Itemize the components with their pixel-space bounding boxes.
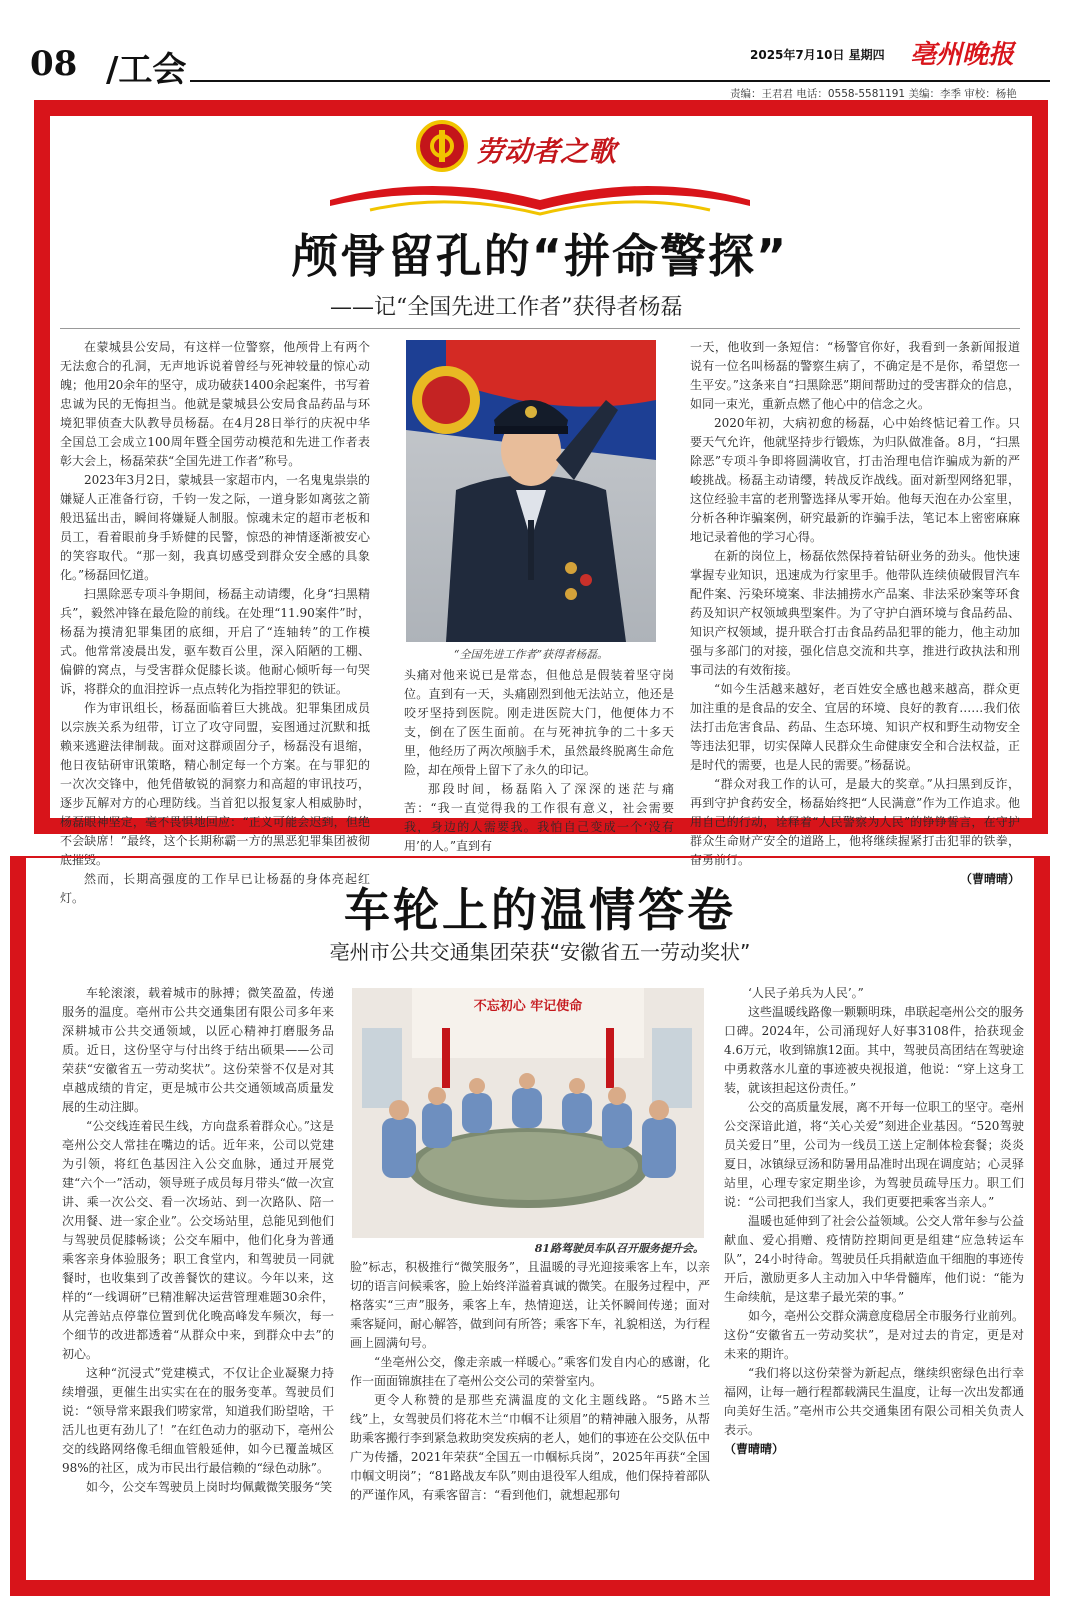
editor-credits: 责编：王君君 电话：0558-5581191 美编：李季 审校：杨艳 [730, 88, 1017, 100]
masthead [30, 34, 1050, 100]
article1-title: 颅骨留孔的“拼命警探” [291, 229, 789, 283]
paragraph: 温暖也延伸到了社会公益领域。公交人常年参与公益献血、爱心捐赠、疫情防控期间更是组建“应急转运车队”，24小时待命。驾驶员任兵捐献造血干细胞的事迹传开后，激励更多人主动加入中华骨髓库，他们说：“能为生命续航，是这辈子最光荣的事。” [724, 1214, 1025, 1304]
paragraph: 更令人称赞的是那些充满温度的文化主题线路。“5路木兰线”上，女驾驶员们将花木兰“巾帼不让须眉”的精神融入服务，从帮助乘客搬行李到紧急救助突发疾病的老人，她们的事迹在公交队伍中广为传播，2021年荣获“全国五一巾帼标兵岗”，2025年再获“全国巾帼文明岗”；“81路战友车队”则由退役军人组成，他们保持着部队的严谨作风，有乘客留言：“看到他们，就想起那句 [350, 1393, 711, 1502]
photo-caption: “全国先进工作者”获得者杨磊。 [453, 648, 609, 661]
paragraph: “我们将以这份荣誉为新起点，继续织密绿色出行幸福网，让每一趟行程都载满民生温度，让每一次出发都通向美好生活。”亳州市公共交通集团有限公司相关负责人表示。 [724, 1366, 1025, 1437]
paper-name: 亳州晚报 [910, 40, 1015, 70]
byline: （曹晴晴） [724, 1442, 785, 1456]
paragraph: 作为审讯组长，杨磊面临着巨大挑战。犯罪集团成员以宗族关系为纽带，订立了攻守同盟，妄图通过沉默和抵赖来逃避法律制裁。面对这群顽固分子，杨磊没有退缩，他日夜钻研审讯策略，精心制定每一个方案。在与罪犯的一次次交锋中，他凭借敏锐的洞察力和高超的审讯技巧，逐步瓦解对方的心理防线。当首犯以报复家人相威胁时，杨磊眼神坚定，毫不畏惧地回应：“正义可能会迟到，但绝不会缺席！”最终，这个长期称霸一方的黑恶犯罪集团被彻底摧毁。 [60, 701, 370, 867]
paragraph: “群众对我工作的认可，是最大的奖章。”从扫黑到反诈，再到守护食药安全，杨磊始终把“人民满意”作为工作追求。他用自己的行动，诠释着“人民警察为人民”的铮铮誓言，在守护群众生命财产安全的道路上，他将继续握紧打击犯罪的铁拳，奋勇前行。 [690, 777, 1020, 867]
bus-team-meeting-photo [352, 988, 704, 1238]
article2-title: 车轮上的温情答卷 [344, 883, 736, 937]
article2-column-2 [350, 1258, 710, 1578]
issue-date: 2025年7月10日 星期四 [750, 48, 885, 62]
paragraph: 这些温暖线路像一颗颗明珠，串联起亳州公交的服务口碑。2024年，公司涌现好人好事3108件，拾获现金4.6万元，收到锦旗12面。其中，驾驶员高团结在驾驶途中勇救落水儿童的事迹被央视报道，他说：“穿上这身工装，就该担起这份责任。” [724, 1005, 1025, 1095]
article1-column-1 [60, 338, 370, 905]
paragraph: 在新的岗位上，杨磊依然保持着钻研业务的劲头。他快速掌握专业知识，迅速成为行家里手。他带队连续侦破假冒汽车配件案、污染环境案、非法捕捞水产品案、非法采砂案等环食药及知识产权领域典型案件。为了守护白酒环境与食品药品、知识产权领域，提升联合打击食品药品犯罪的能力，他主动加强与多部门的对接，强化信息交流和共享，推进行政执法和刑事司法的有效衔接。 [690, 549, 1020, 677]
union-emblem-icon [416, 120, 468, 172]
paragraph: 如今，亳州公交群众满意度稳居全市服务行业前列。这份“安徽省五一劳动奖状”，是对过去的肯定，更是对未来的期许。 [724, 1309, 1025, 1361]
byline: （曹晴晴） [959, 872, 1020, 886]
paragraph: 如今，公交车驾驶员上岗时均佩戴微笑服务“笑 [86, 1480, 333, 1494]
paragraph: 公交的高质量发展，离不开每一位职工的坚守。亳州公交深谙此道，将“关心关爱”刻进企业基因。“520驾驶员关爱日”里，公司为一线员工送上定制体检套餐；炎炎夏日，冰镇绿豆汤和防暑用品准时出现在调度站；心灵驿站里，心理专家定期坐诊，为驾驶员疏导压力。职工们说：“公司把我们当家人，我们更要把乘客当亲人。” [724, 1100, 1025, 1209]
section-name: /工会 [106, 50, 187, 90]
paragraph: 扫黑除恶专项斗争期间，杨磊主动请缨，化身“扫黑精兵”，毅然冲锋在最危险的前线。在处理“11.90案件”时，杨磊为摸清犯罪集团的底细，开启了“连轴转”的工作模式。他常常凌晨出发，驱车数百公里，深入陌陋的工棚、偏僻的窝点，与受害群众促膝长谈。他耐心倾听每一句哭诉，将群众的血泪控诉一点点转化为指控罪犯的铁证。 [60, 587, 370, 696]
article2-column-3 [724, 984, 1024, 1574]
article1-column-3 [690, 338, 1020, 886]
photo-banner-text: 不忘初心 牢记使命 [473, 999, 583, 1014]
paragraph: ‘人民子弟兵为人民’。” [748, 986, 864, 1000]
ribbon-decoration-icon [330, 178, 750, 218]
paragraph: “如今生活越来越好，老百姓安全感也越来越高，群众更加注重的是食品的安全、宜居的环境、良好的教育……我们依法打击危害食品、药品、生态环境、知识产权和野生动物安全等违法犯罪，切实保障人民群众生命健康安全和合法权益，正是时代的需要，也是人民的需要。”杨磊说。 [690, 682, 1020, 772]
banner-title: 劳动者之歌 [476, 135, 617, 168]
paragraph: 2023年3月2日，蒙城县一家超市内，一名鬼鬼祟祟的嫌疑人正准备行窃，千钧一发之际，一道身影如离弦之箭般迅猛出击，瞬间将嫌疑人制服。惊魂未定的超市老板和员工，看着眼前身手矫健的民警，惊恐的神情逐渐被安心的笑容取代。“那一刻，我真切感受到群众安全感的具象化。”杨磊回忆道。 [60, 473, 370, 582]
paragraph: 脸”标志，积极推行“微笑服务”，且温暖的寻光迎接乘客上车，以亲切的语言问候乘客，脸上始终洋溢着真诚的微笑。在服务过程中，严格落实“三声”服务，乘客上车，热情迎送，让关怀瞬间传递；面对乘客疑问，耐心解答，做到问有所答；乘客下车，礼貌相送，为行程画上圆满句号。 [350, 1260, 711, 1350]
paragraph: 一天，他收到一条短信：“杨警官你好，我看到一条新闻报道说有一位名叫杨磊的警察生病了，不确定是不是你，希望您一生平安。”这条来自“扫黑除恶”期间帮助过的受害群众的信息，如同一束光，重新点燃了他心中的信念之火。 [690, 340, 1020, 411]
article2-subtitle: 亳州市公共交通集团荣获“安徽省五一劳动奖状” [329, 940, 751, 964]
paragraph: 这种“沉浸式”党建模式，不仅让企业凝聚力持续增强，更催生出实实在在的服务变革。驾驶员们说：“领导常来跟我们唠家常，知道我们盼望啥，干活儿也更有劲儿了！”在红色动力的驱动下，亳州公交的线路网络像毛细血管般延伸，如今已覆盖城区98%的社区，成为市民出行最信赖的“绿色动脉”。 [62, 1366, 334, 1475]
article1-column-2 [404, 666, 674, 853]
paragraph: 车轮滚滚，载着城市的脉搏；微笑盈盈，传递服务的温度。亳州市公共交通集团有限公司多年来深耕城市公共交通领域，以匠心精神打磨服务品质。近日，这份坚守与付出终于结出硕果——公司荣获“安徽省五一劳动奖状”。这份荣誉不仅是对其卓越成绩的肯定，更是城市公共交通领域高质量发展的生动注脚。 [62, 986, 334, 1114]
paragraph: 2020年初，大病初愈的杨磊，心中始终惦记着工作。只要天气允许，他就坚持步行锻炼，为归队做准备。8月，“扫黑除恶”专项斗争即将圆满收官，打击治理电信诈骗成为新的严峻挑战。杨磊主动请缨，转战反诈战线。面对新型网络犯罪，这位经验丰富的老刑警选择从零开始。他每天泡在办公室里，分析各种诈骗案例，研究最新的诈骗手法，笔记本上密密麻麻地记录着他的学习心得。 [690, 416, 1020, 544]
paragraph: 那段时间，杨磊陷入了深深的迷茫与痛苦：“我一直觉得我的工作很有意义，社会需要我，身边的人需要我。我怕自己变成一个‘没有用’的人。”直到有 [404, 782, 674, 853]
paragraph: 然而，长期高强度的工作早已让杨磊的身体亮起红灯。 [60, 872, 370, 905]
article1-subtitle: ——记“全国先进工作者”获得者杨磊 [330, 295, 683, 320]
paragraph: 在蒙城县公安局，有这样一位警察，他颅骨上有两个无法愈合的孔洞，无声地诉说着曾经与死神较量的惊心动魄；他用20余年的坚守，成功破获1400余起案件，书写着忠诚为民的无悔担当。他就是蒙城县公安局食品药品与环境犯罪侦查大队教导员杨磊。在4月28日举行的庆祝中华全国总工会成立100周年暨全国劳动模范和先进工作者表彰大会上，杨磊荣获“全国先进工作者”称号。 [60, 340, 370, 468]
police-officer-photo [406, 340, 656, 642]
paragraph: “坐亳州公交，像走亲戚一样暖心。”乘客们发自内心的感谢，化作一面面锦旗挂在了亳州公交公司的荣誉室内。 [350, 1355, 710, 1388]
page-number: 08 [30, 44, 78, 84]
section-banner [320, 118, 760, 218]
paragraph: 头痛对他来说已是常态，但他总是假装着坚守岗位。直到有一天，头痛剧烈到他无法站立，他还是咬牙坚持到医院。刚走进医院大门，他便体力不支，倒在了医生面前。在与死神抗争的二十多天里，他经历了两次颅脑手术，虽然最终脱离生命危险，却在颅骨上留下了永久的印记。 [404, 668, 674, 777]
masthead-divider [190, 80, 1050, 82]
article2-column-1 [62, 984, 334, 1574]
subtitle-divider [60, 328, 1020, 329]
photo-caption: 81路驾驶员车队召开服务提升会。 [534, 1242, 704, 1255]
paragraph: “公交线连着民生线，方向盘系着群众心。”这是亳州公交人常挂在嘴边的话。近年来，公司以党建为引领，将红色基因注入公交血脉，通过开展党建“六个一”活动，领导班子成员每月带头“做一次宣讲、乘一次公交、看一次场站、到一次路队、陪一次用餐、进一家企业”。公交场站里，总能见到他们与驾驶员促膝畅谈；公交车厢中，他们化身为普通乘客亲身体验服务；职工食堂内，和驾驶员一同就餐时，也收集到了改善餐饮的建议。今年以来，这样的“一线调研”已精准解决运营管理难题30余件，从完善站点停靠位置到优化晚高峰发车频次，每一个细节的改进都透着“从群众中来，到群众中去”的初心。 [62, 1119, 334, 1361]
